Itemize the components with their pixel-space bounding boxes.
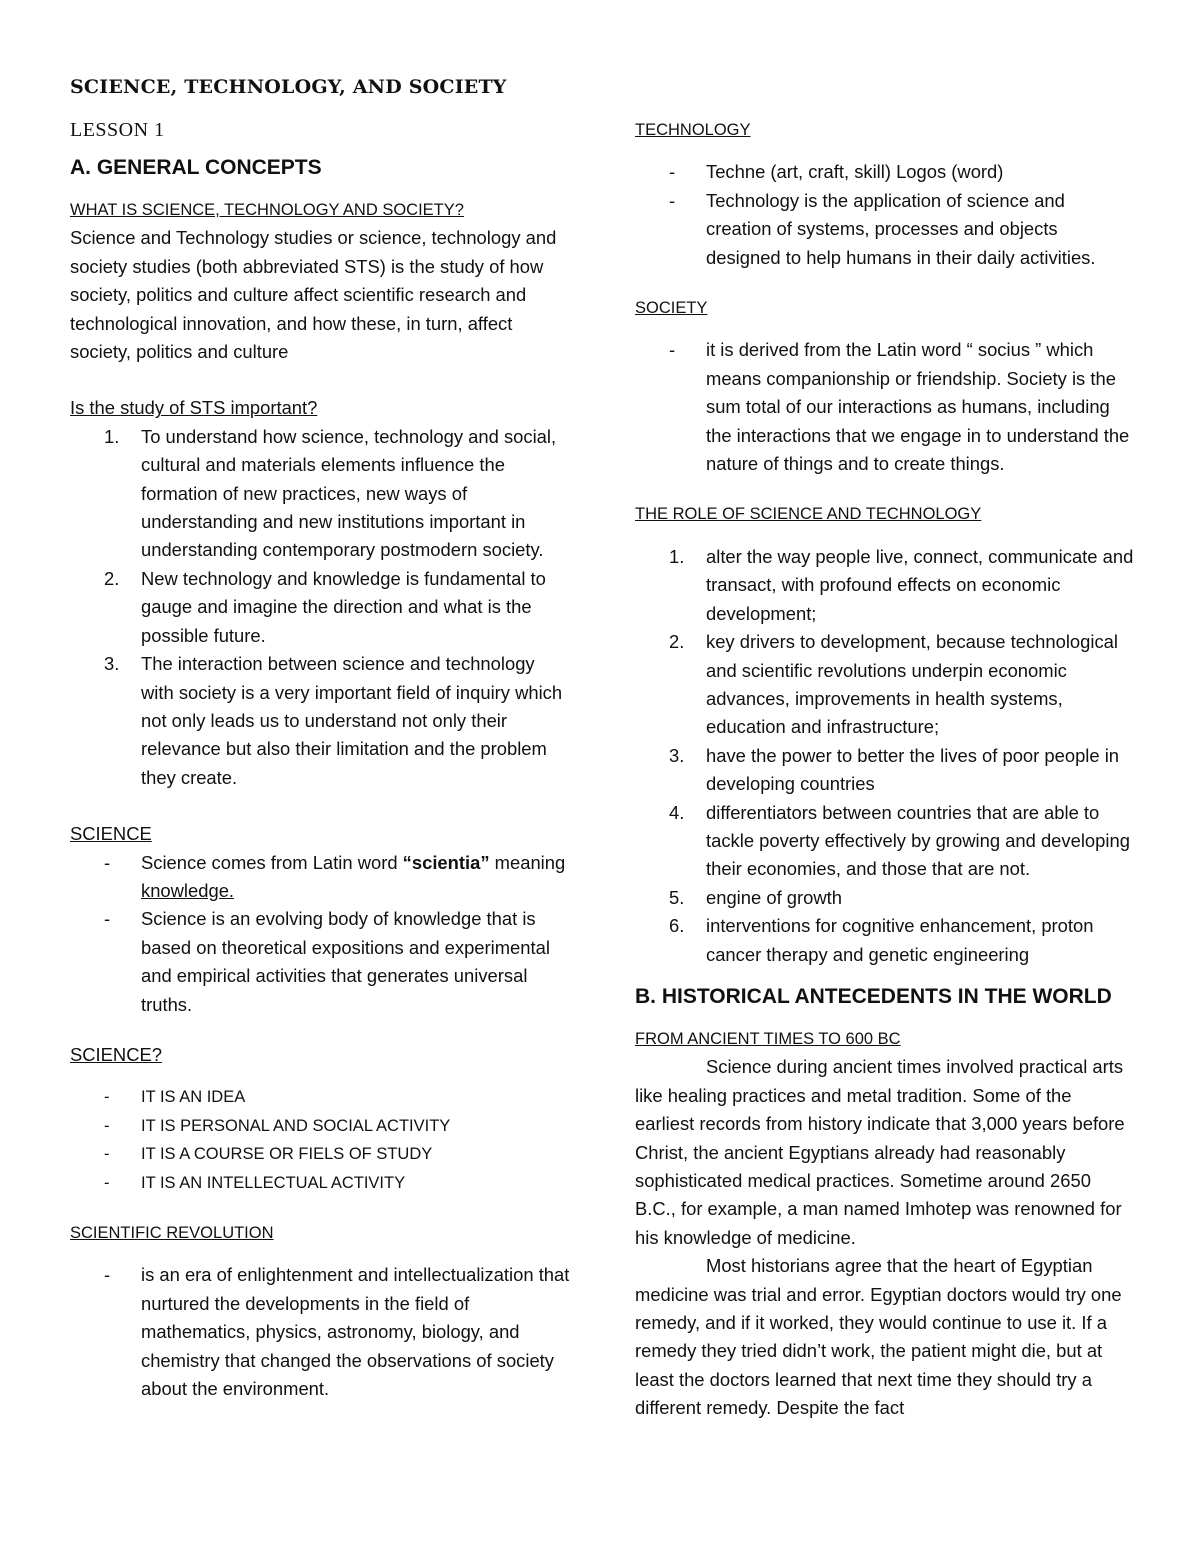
science-item-mid: meaning bbox=[489, 851, 566, 873]
list-item-text: engine of growth bbox=[706, 886, 842, 908]
list-number: 3. bbox=[669, 744, 685, 766]
list-item-text: it is derived from the Latin word “ socius ” which means companionship or friendship. Society is the sum total of our interactions as humans, including the interactions that we engage in to understand the nature of things and to create things. bbox=[706, 339, 1130, 475]
knowledge-word: knowledge. bbox=[141, 879, 235, 901]
list-item-text: interventions for cognitive enhancement, proton cancer therapy and genetic engineering bbox=[706, 915, 1094, 965]
list-item-text: have the power to better the lives of poor people in developing countries bbox=[706, 744, 1120, 795]
list-item-text: alter the way people live, connect, communicate and transact, with profound effects on economic development; bbox=[706, 545, 1134, 624]
science-item-prefix: Science comes from Latin word bbox=[141, 851, 403, 873]
document-title: SCIENCE, TECHNOLOGY, AND SOCIETY bbox=[70, 76, 507, 98]
list-item-text: Techne (art, craft, skill) Logos (word) bbox=[706, 161, 1004, 183]
sts-important-list bbox=[70, 423, 570, 792]
what-is-sts-body: Science and Technology studies or science, technology and society studies (both abbreviated STS) is the study of how society, politics and culture affect scientific research and technological innovation, and how these, in turn, affect society, politics and culture bbox=[70, 227, 557, 363]
list-item-text: Science is an evolving body of knowledge that is based on theoretical expositions and experimental and empirical activities that generates universal truths. bbox=[141, 908, 550, 1015]
list-item-text: The interaction between science and technology with society is a very important field of inquiry which not only leads us to understand not only their relevance but also their limitation and the problem they create. bbox=[141, 653, 563, 788]
list-item bbox=[635, 543, 1135, 628]
list-item bbox=[635, 884, 1135, 912]
dash-marker: - bbox=[104, 1088, 110, 1107]
list-item-text: differentiators between countries that are able to tackle poverty effectively by growing and developing their economies, and those that are not. bbox=[706, 801, 1130, 880]
dash-marker: - bbox=[104, 1116, 110, 1135]
what-is-sts-heading: WHAT IS SCIENCE, TECHNOLOGY AND SOCIETY? bbox=[70, 201, 464, 219]
list-item bbox=[635, 628, 1135, 742]
right-column bbox=[635, 116, 1135, 1423]
role-heading: THE ROLE OF SCIENCE AND TECHNOLOGY bbox=[635, 505, 982, 524]
list-item-text: New technology and knowledge is fundamental to gauge and imagine the direction and what is the possible future. bbox=[141, 567, 546, 646]
technology-heading: TECHNOLOGY bbox=[635, 121, 751, 139]
list-item bbox=[70, 1169, 570, 1197]
dash-marker: - bbox=[104, 908, 111, 930]
ancient-times-heading: FROM ANCIENT TIMES TO 600 BC bbox=[635, 1029, 901, 1048]
scientific-revolution-list bbox=[70, 1261, 570, 1403]
list-item-text: Technology is the application of science and creation of systems, processes and objects designed to help humans in their daily activities. bbox=[706, 189, 1096, 268]
list-item bbox=[70, 849, 570, 906]
list-item bbox=[635, 336, 1135, 478]
society-heading: SOCIETY bbox=[635, 299, 708, 318]
dash-marker: - bbox=[669, 339, 676, 361]
list-item-text: IT IS A COURSE OR FIELS OF STUDY bbox=[141, 1145, 433, 1164]
list-item-text: IT IS PERSONAL AND SOCIAL ACTIVITY bbox=[141, 1116, 451, 1135]
list-item bbox=[635, 799, 1135, 884]
list-item bbox=[70, 1261, 570, 1403]
list-item bbox=[70, 1140, 570, 1168]
dash-marker: - bbox=[104, 1173, 110, 1192]
dash-marker: - bbox=[104, 1145, 110, 1164]
list-item bbox=[635, 187, 1135, 272]
list-number: 4. bbox=[669, 801, 685, 823]
list-number: 3. bbox=[104, 653, 120, 675]
role-list bbox=[635, 543, 1135, 969]
ancient-times-paragraph-2: Most historians agree that the heart of Egyptian medicine was trial and error. Egyptian doctors would try one remedy, and if it worked, they would continue to use it. If a remedy they tried didn’t work, the patient might die, but at least the doctors learned that next time they should try a different remedy. Despite the fact bbox=[635, 1255, 1122, 1419]
list-item-text: is an era of enlightenment and intellectualization that nurtured the developments in the field of mathematics, physics, astronomy, biology, and chemistry that changed the observations of society about the environment. bbox=[141, 1264, 570, 1400]
list-item-text: IT IS AN IDEA bbox=[141, 1088, 246, 1107]
dash-marker: - bbox=[669, 161, 676, 183]
list-number: 1. bbox=[104, 425, 120, 447]
science-heading: SCIENCE bbox=[70, 823, 152, 845]
list-item bbox=[70, 1112, 570, 1140]
list-item bbox=[70, 565, 570, 650]
science-list bbox=[70, 849, 570, 1019]
list-number: 5. bbox=[669, 886, 685, 908]
society-list bbox=[635, 336, 1135, 478]
list-item bbox=[635, 158, 1135, 186]
list-number: 1. bbox=[669, 545, 685, 567]
science-question-heading: SCIENCE? bbox=[70, 1043, 162, 1065]
science-question-list bbox=[70, 1083, 570, 1197]
list-item bbox=[635, 912, 1135, 969]
sts-important-heading: Is the study of STS important? bbox=[70, 397, 318, 419]
ancient-times-paragraph-1: Science during ancient times involved practical arts like healing practices and metal tradition. Some of the earliest records from history indicate that 3,000 years before Christ, the ancient Egyptians already had reasonably sophisticated medical practices. Sometime around 2650 B.C., for example, a man named Imhotep was renowned for his knowledge of medicine. bbox=[635, 1056, 1125, 1248]
dash-marker: - bbox=[104, 851, 111, 873]
lesson-label: LESSON 1 bbox=[70, 119, 165, 141]
list-item bbox=[635, 742, 1135, 799]
dash-marker: - bbox=[669, 189, 676, 211]
technology-list bbox=[635, 158, 1135, 272]
list-item-text: IT IS AN INTELLECTUAL ACTIVITY bbox=[141, 1173, 406, 1192]
list-item bbox=[70, 650, 570, 792]
list-number: 6. bbox=[669, 915, 685, 937]
list-item bbox=[70, 423, 570, 565]
scientific-revolution-heading: SCIENTIFIC REVOLUTION bbox=[70, 1224, 274, 1242]
list-item bbox=[70, 1083, 570, 1111]
left-column bbox=[70, 116, 570, 1403]
section-heading-a: A. GENERAL CONCEPTS bbox=[70, 156, 322, 179]
list-item-text: key drivers to development, because technological and scientific revolutions underpin economic advances, improvements in health systems, education and infrastructure; bbox=[706, 631, 1118, 738]
list-item bbox=[70, 905, 570, 1019]
dash-marker: - bbox=[104, 1264, 111, 1286]
list-item-text: To understand how science, technology and social, cultural and materials elements influence the formation of new practices, new ways of understanding and new institutions important in understanding contemporary postmodern society. bbox=[141, 425, 557, 561]
scientia-word: “scientia” bbox=[402, 851, 490, 873]
list-number: 2. bbox=[669, 631, 685, 653]
section-heading-b: B. HISTORICAL ANTECEDENTS IN THE WORLD bbox=[635, 984, 1112, 1008]
list-number: 2. bbox=[104, 567, 120, 589]
